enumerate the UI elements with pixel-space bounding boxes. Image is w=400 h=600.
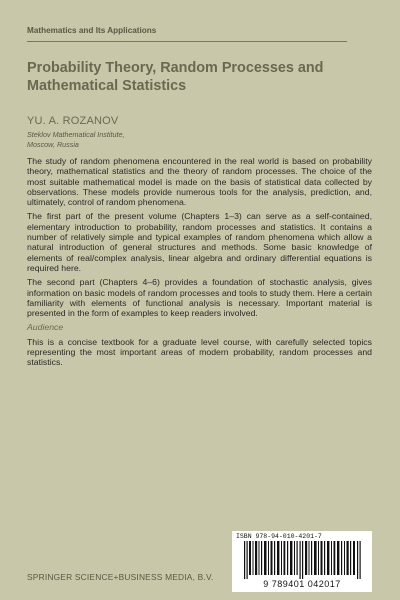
affiliation-line-1: Steklov Mathematical Institute, (27, 130, 125, 139)
description-paragraph-2: The first part of the present volume (Chapters 1–3) can serve as a self-contained, elementary introduction to probability, random processes and statistics. It contains a number of relatively simple and typical examples of random phenomena which allow a natural introduction of general structures and methods. Some basic knowledge of elements of real/complex analysis, linear algebra and ordinary differential equations is required here. (27, 211, 372, 273)
series-name: Mathematics and Its Applications (27, 26, 157, 35)
author-name: YU. A. ROZANOV (27, 115, 119, 127)
isbn-label: ISBN 978-94-010-4201-7 (236, 533, 322, 540)
description-paragraph-1: The study of random phenomena encountered in the real world is based on probability theory, mathematical statistics and the theory of random processes. The choice of the most suitable mathematical model is made on the basis of statistical data collected by observations. These models provide numerous tools for the analysis, prediction, and, ultimately, control of random phenomena. (27, 156, 372, 208)
barcode-bars (242, 541, 366, 579)
affiliation-line-2: Moscow, Russia (27, 140, 79, 149)
audience-heading: Audience (27, 322, 64, 333)
description-paragraph-3: The second part (Chapters 4–6) provides a foundation of stochastic analysis, gives information on basic models of random processes and tools to study them. Here a certain familiarity with elements of functional analysis is necessary. Important material is presented in the form of examples to keep readers involved. (27, 277, 372, 319)
book-title: Probability Theory, Random Processes and Mathematical Statistics (27, 60, 324, 94)
audience-text: This is a concise textbook for a graduate level course, with carefully selected topics representing the most important areas of modern probability, random processes and statistics. (27, 336, 372, 368)
author-affiliation (27, 130, 124, 150)
publisher-name: SPRINGER SCIENCE+BUSINESS MEDIA, B.V. (27, 572, 214, 582)
barcode-number: 9 789401 042017 (263, 579, 341, 589)
description (27, 156, 372, 372)
barcode (232, 531, 372, 592)
header-rule (27, 41, 347, 42)
